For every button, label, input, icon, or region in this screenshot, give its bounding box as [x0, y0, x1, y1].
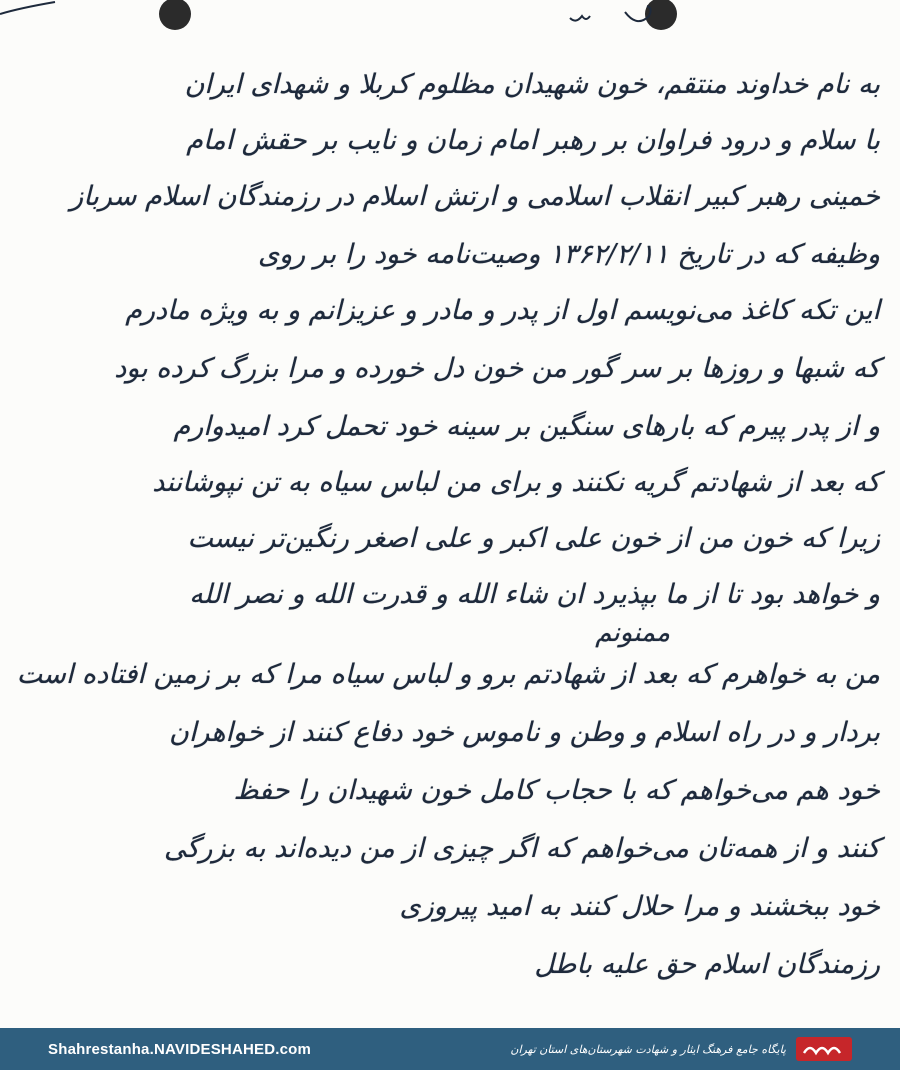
letter-line: با سلام و درود فراوان بر رهبر امام زمان و نایب بر حقش امام: [186, 125, 880, 156]
portal-branding: [510, 1037, 852, 1061]
letter-line: رزمندگان اسلام حق علیه باطل: [534, 949, 880, 980]
letter-line: و از پدر پیرم که بارهای سنگین بر سینه خود تحمل کرد امیدوارم: [173, 411, 880, 442]
letter-line: بردار و در راه اسلام و وطن و ناموس خود دفاع کنند از خواهران: [169, 717, 880, 748]
letter-line: وظیفه که در تاریخ ۱۳۶۲/۲/۱۱ وصیت‌نامه خود را بر روی: [257, 239, 880, 270]
margin-stroke: [0, 2, 55, 14]
site-url-link[interactable]: Shahrestanha.NAVIDESHAHED.com: [48, 1040, 312, 1058]
staple-hole-left: [159, 0, 191, 30]
letter-line: زیرا که خون من از خون علی اکبر و علی اصغر رنگین‌تر نیست: [187, 523, 880, 554]
site-footer-bar: [0, 1028, 900, 1070]
header-scribble: [570, 6, 651, 21]
letter-line: من به خواهرم که بعد از شهادتم برو و لباس سیاه مرا که بر زمین افتاده است: [16, 659, 880, 690]
letter-line: که شبها و روزها بر سر گور من خون دل خورده و مرا بزرگ کرده بود: [114, 353, 880, 384]
letter-line: کنند و از همه‌تان می‌خواهم که اگر چیزی از من دیده‌اند به بزرگی: [164, 833, 880, 864]
letter-line: به نام خداوند منتقم، خون شهیدان مظلوم کربلا و شهدای ایران: [184, 69, 880, 100]
letter-line: خود ببخشند و مرا حلال کنند به امید پیروزی: [399, 891, 880, 922]
letter-line: ممنونم: [595, 618, 670, 648]
letter-line: خود هم می‌خواهم که با حجاب کامل خون شهیدان را حفظ: [233, 775, 880, 806]
letter-line: و خواهد بود تا از ما بپذیرد ان شاء الله و قدرت الله و نصر الله: [189, 579, 880, 610]
navideshahed-logo-icon[interactable]: [796, 1037, 852, 1061]
letter-line: خمینی رهبر کبیر انقلاب اسلامی و ارتش اسلام در رزمندگان اسلام سرباز: [70, 181, 880, 212]
portal-name: پایگاه جامع فرهنگ ایثار و شهادت شهرستان‌های استان تهران: [510, 1042, 786, 1056]
letter-line: این تکه کاغذ می‌نویسم اول از پدر و مادر و عزیزانم و به ویژه مادرم: [125, 295, 880, 326]
letter-header-marks: [0, 0, 900, 45]
letter-line: که بعد از شهادتم گریه نکنند و برای من لباس سیاه به تن نپوشانند: [152, 467, 880, 498]
